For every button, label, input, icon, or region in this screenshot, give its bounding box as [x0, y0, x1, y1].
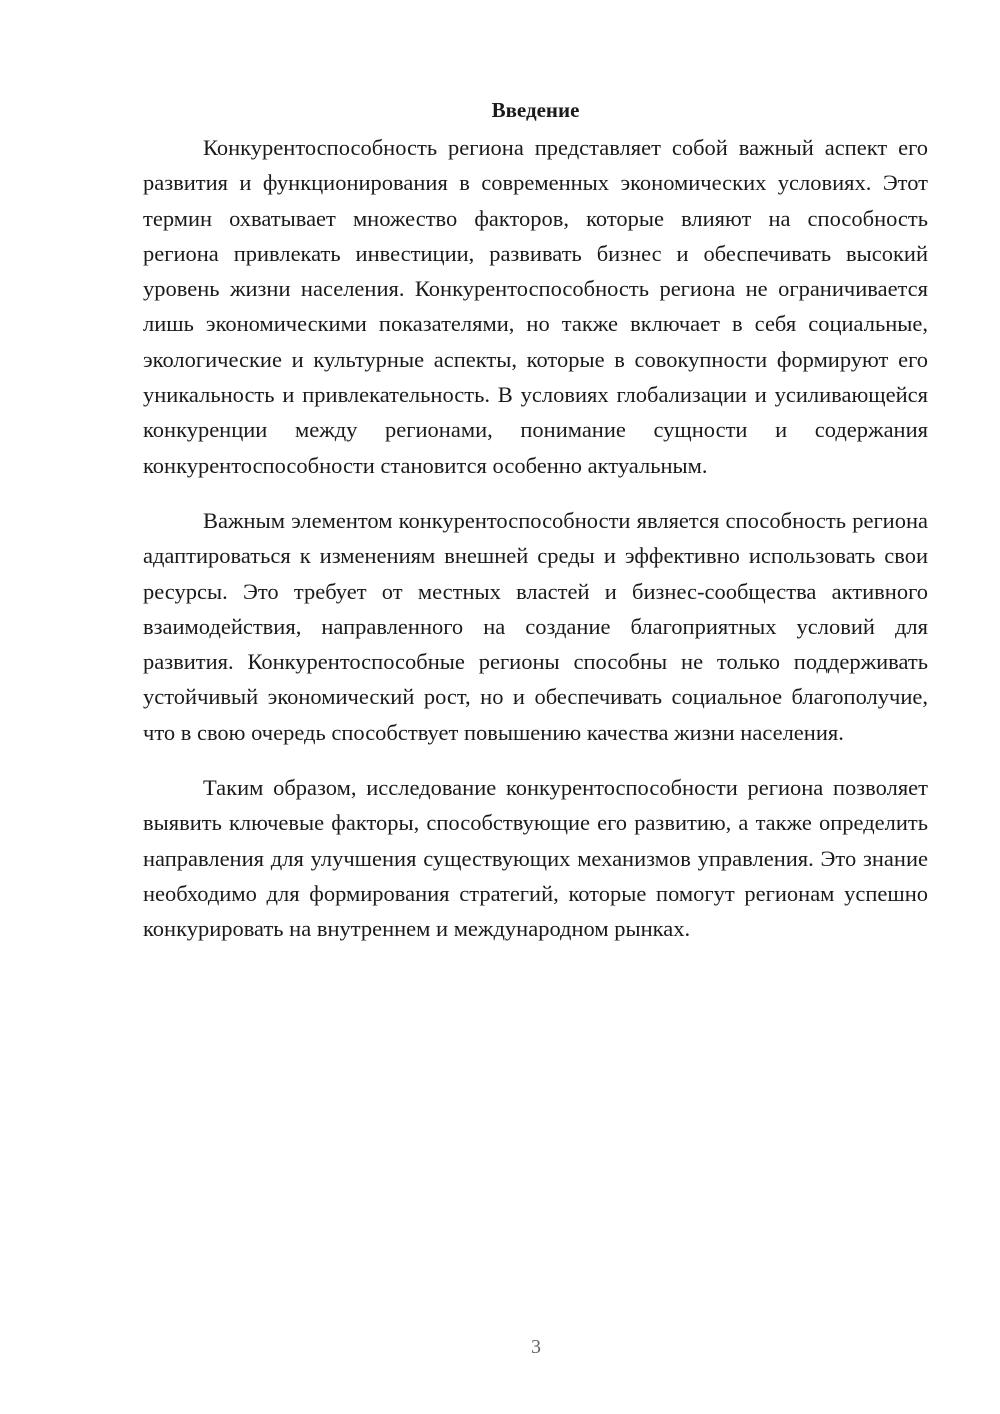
paragraph-2: Важным элементом конкурентоспособности является способность региона адаптироваться к изменениям внешней среды и эффективно использовать свои ресурсы. Это требует от местных властей и бизнес-сообщества активного взаимодействия, направленного на создание благоприятных условий для развития. Конкурентоспособные регионы способны не только поддерживать устойчивый экономический рост, но и обеспечивать социальное благополучие, что в свою очередь способствует повышению качества жизни населения.	[143, 507, 928, 745]
page-content	[143, 95, 928, 967]
paragraph-1: Конкурентоспособность региона представляет собой важный аспект его развития и функционирования в современных экономических условиях. Этот термин охватывает множество факторов, которые влияют на способность региона привлекать инвестиции, развивать бизнес и обеспечивать высокий уровень жизни населения. Конкурентоспособность региона не ограничивается лишь экономическими показателями, но также включает в себя социальные, экологические и культурные аспекты, которые в совокупности формируют его уникальность и привлекательность. В условиях глобализации и усиливающейся конкуренции между регионами, понимание сущности и содержания конкурентоспособности становится особенно актуальным.	[143, 135, 928, 478]
section-heading: Введение	[491, 98, 580, 122]
paragraph-3: Таким образом, исследование конкурентоспособности региона позволяет выявить ключевые факторы, способствующие его развитию, а также определить направления для улучшения существующих механизмов управления. Это знание необходимо для формирования стратегий, которые помогут регионам успешно конкурировать на внутреннем и международном рынках.	[143, 775, 928, 942]
page-number: 3	[531, 1336, 541, 1358]
